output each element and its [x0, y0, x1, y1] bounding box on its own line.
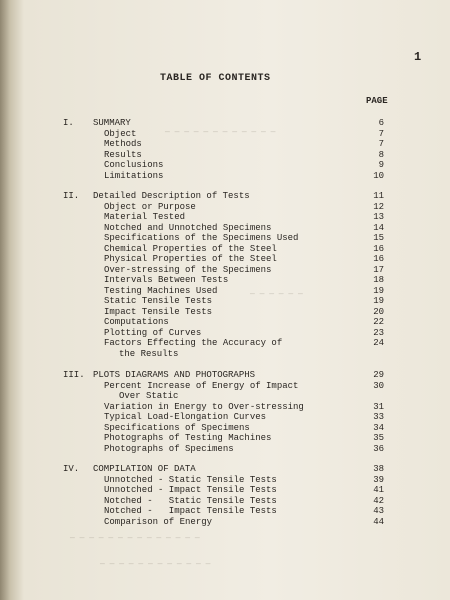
entry-text: Notched - Impact Tensile Tests: [104, 506, 277, 516]
entry-text: Computations: [104, 317, 169, 327]
entry-text: Notched and Unnotched Specimens: [104, 222, 272, 233]
entry-text: Results: [104, 149, 142, 160]
entry-text: Photographs of Testing Machines: [104, 433, 272, 443]
entry-text: Specifications of Specimens: [104, 422, 250, 433]
page-ref: 33: [373, 412, 384, 422]
entry-text: the Results: [119, 348, 179, 359]
toc-section: [0, 191, 450, 359]
section-title: PLOTS DIAGRAMS AND PHOTOGRAPHS: [93, 370, 256, 380]
page-ref: 38: [373, 464, 384, 474]
entry-text: Unnotched - Static Tensile Tests: [104, 474, 277, 485]
entry-text: Variation in Energy to Over-stressing: [104, 401, 304, 412]
page-ref: 19: [373, 285, 384, 296]
entry-text: Typical Load-Elongation Curves: [104, 412, 267, 422]
toc-entry: [0, 265, 450, 276]
page-ref: 35: [373, 433, 384, 443]
page-ref: 18: [373, 275, 384, 285]
toc-section: [0, 370, 450, 454]
entry-text: Object: [104, 128, 137, 139]
toc-entry: [0, 286, 450, 297]
toc-entry: [0, 423, 450, 434]
toc-entry: [0, 328, 450, 339]
page-ref: 29: [373, 370, 384, 380]
toc-entry: [0, 338, 450, 349]
page-ref: 7: [378, 128, 384, 139]
entry-text: Unnotched - Impact Tensile Tests: [104, 485, 277, 495]
bleed-through-text: — — — — — — — — — — — —: [165, 128, 276, 137]
entry-text: Intervals Between Tests: [104, 275, 229, 285]
toc-entry: [0, 129, 450, 140]
toc-entry: [0, 223, 450, 234]
toc-entry: [0, 433, 450, 444]
entry-text: Methods: [104, 139, 142, 149]
page-ref: 10: [373, 170, 384, 181]
entry-text: Material Tested: [104, 212, 186, 222]
entry-text: Physical Properties of the Steel: [104, 254, 277, 264]
page-ref: 36: [373, 443, 384, 454]
section-number: III.: [63, 370, 85, 380]
page-ref: 41: [373, 485, 384, 495]
toc-entry-continuation: [0, 349, 450, 360]
entry-text: Comparison of Energy: [104, 516, 213, 527]
toc-entry: [0, 317, 450, 328]
toc-entry: [0, 233, 450, 244]
toc-entry: [0, 381, 450, 392]
section-title: SUMMARY: [93, 118, 131, 128]
bleed-through-text: — — — — — — — — — — — — — —: [70, 534, 200, 543]
page-ref: 42: [373, 495, 384, 506]
toc-entry: [0, 275, 450, 286]
section-heading: [0, 191, 450, 202]
toc-section: [0, 464, 450, 527]
entry-text: Specifications of the Specimens Used: [104, 233, 299, 243]
entry-text: Over Static: [119, 391, 179, 401]
entry-text: Testing Machines Used: [104, 285, 218, 296]
page-ref: 34: [373, 422, 384, 433]
page-ref: 31: [373, 401, 384, 412]
page-ref: 20: [373, 306, 384, 317]
section-title: COMPILATION OF DATA: [93, 464, 196, 474]
page-ref: 12: [373, 201, 384, 212]
section-number: I.: [63, 118, 74, 128]
section-heading: [0, 464, 450, 475]
entry-text: Photographs of Specimens: [104, 443, 234, 454]
page-title: TABLE OF CONTENTS: [160, 73, 271, 84]
entry-text: Impact Tensile Tests: [104, 306, 213, 317]
page-ref: 9: [378, 160, 384, 170]
toc-entry: [0, 506, 450, 517]
toc-entry: [0, 244, 450, 255]
page-ref: 43: [373, 506, 384, 516]
page-column-header: PAGE: [366, 96, 388, 106]
toc-entry: [0, 202, 450, 213]
toc-entry: [0, 444, 450, 455]
page-number: 1: [414, 50, 422, 64]
page-ref: 8: [378, 149, 384, 160]
section-heading: [0, 370, 450, 381]
page-ref: 30: [373, 380, 384, 391]
toc-entry: [0, 296, 450, 307]
entry-text: Factors Effecting the Accuracy of: [104, 338, 283, 348]
entry-text: Percent Increase of Energy of Impact: [104, 380, 299, 391]
section-heading: [0, 118, 450, 129]
toc-entry: [0, 412, 450, 423]
page-ref: 16: [373, 243, 384, 254]
toc-entry: [0, 496, 450, 507]
toc-entry: [0, 254, 450, 265]
entry-text: Object or Purpose: [104, 201, 196, 212]
toc-entry: [0, 160, 450, 171]
toc-entry-continuation: [0, 391, 450, 402]
page-ref: 15: [373, 233, 384, 243]
page-ref: 39: [373, 474, 384, 485]
page-ref: 14: [373, 222, 384, 233]
toc-entry: [0, 171, 450, 182]
toc-entry: [0, 517, 450, 528]
toc-entry: [0, 212, 450, 223]
entry-text: Limitations: [104, 170, 164, 181]
toc-entry: [0, 150, 450, 161]
page-ref: 7: [378, 139, 384, 149]
entry-text: Chemical Properties of the Steel: [104, 243, 277, 254]
page-ref: 23: [373, 327, 384, 338]
bleed-through-text: — — — — — — — — — — — —: [100, 560, 211, 569]
entry-text: Static Tensile Tests: [104, 296, 213, 306]
page-ref: 16: [373, 254, 384, 264]
page-ref: 13: [373, 212, 384, 222]
section-title: Detailed Description of Tests: [93, 191, 250, 201]
entry-text: Conclusions: [104, 160, 164, 170]
toc-entry: [0, 485, 450, 496]
toc-entry: [0, 402, 450, 413]
page-ref: 17: [373, 264, 384, 275]
toc-entry: [0, 139, 450, 150]
page-ref: 19: [373, 296, 384, 306]
entry-text: Over-stressing of the Specimens: [104, 264, 272, 275]
bleed-through-text: — — — — — —: [250, 290, 303, 299]
page-ref: 24: [373, 338, 384, 348]
page-ref: 44: [373, 516, 384, 527]
entry-text: Notched - Static Tensile Tests: [104, 495, 277, 506]
section-number: IV.: [63, 464, 80, 474]
page-ref: 22: [373, 317, 384, 327]
toc-section: [0, 118, 450, 181]
page-ref: 6: [378, 118, 384, 128]
toc-entry: [0, 475, 450, 486]
page-ref: 11: [373, 191, 384, 201]
entry-text: Plotting of Curves: [104, 327, 202, 338]
section-number: II.: [63, 191, 80, 201]
toc-entry: [0, 307, 450, 318]
